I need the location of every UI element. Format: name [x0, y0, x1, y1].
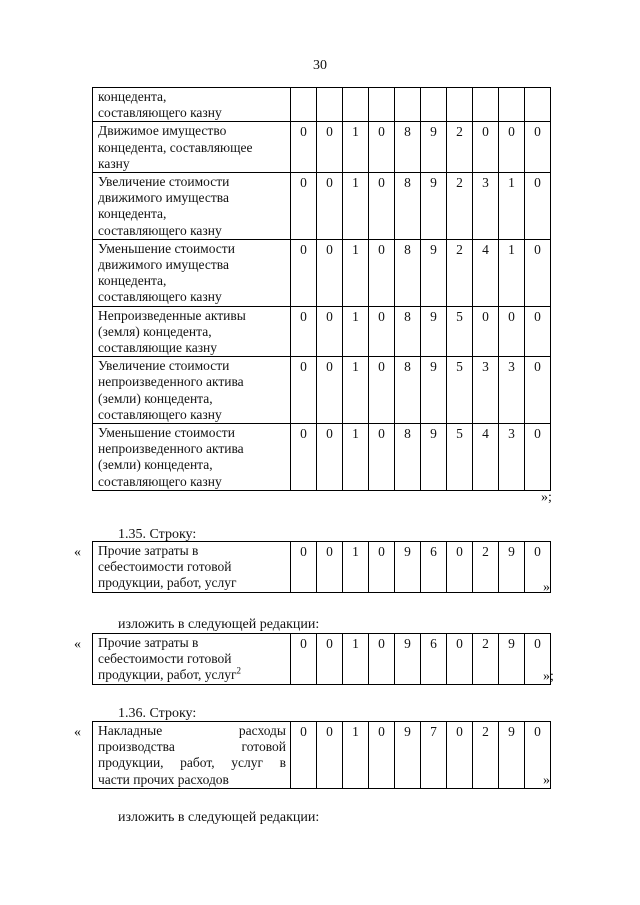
closing-quote: »; [543, 669, 554, 684]
label-line: Прочие затраты в [98, 635, 199, 650]
row-label [93, 424, 291, 491]
label-line: производства готовой [98, 739, 286, 755]
code-digit-cell: 0 [369, 122, 395, 173]
table-row [93, 722, 551, 789]
row-label [93, 357, 291, 424]
code-digit-cell: 0 [369, 634, 395, 685]
code-digit-cell: 9 [499, 722, 525, 789]
code-digit-cell: 0 [525, 357, 551, 424]
label-line: концедента, [98, 89, 167, 104]
row-label [93, 306, 291, 357]
label-line: Уменьшение стоимости [98, 425, 235, 441]
code-digit-cell: 3 [473, 173, 499, 240]
label-line: казну [98, 155, 130, 171]
code-digit-cell: 1 [499, 173, 525, 240]
row-label [93, 542, 291, 593]
code-digit-cell [525, 88, 551, 122]
code-digit-cell: 1 [499, 239, 525, 306]
code-digit-cell: 0 [291, 173, 317, 240]
table-row [93, 542, 551, 593]
opening-quote: « [74, 545, 81, 560]
code-digit-cell: 0 [369, 424, 395, 491]
code-digit-cell: 0 [525, 424, 551, 491]
code-digit-cell: 9 [421, 239, 447, 306]
label-line: составляющего казну [98, 222, 222, 238]
code-digit-cell: 9 [421, 357, 447, 424]
code-digit-cell: 9 [395, 634, 421, 685]
code-digit-cell [369, 88, 395, 122]
label-line: составляющие казну [98, 340, 217, 356]
table-row [93, 88, 551, 122]
code-digit-cell: 2 [447, 122, 473, 173]
code-digit-cell: 0 [369, 239, 395, 306]
label-line: концедента, [98, 273, 167, 289]
code-digit-cell: 8 [395, 306, 421, 357]
instruction-1-36: изложить в следующей редакции: [118, 810, 320, 825]
row-label [93, 173, 291, 240]
code-digit-cell: 0 [369, 357, 395, 424]
code-digit-cell: 2 [473, 722, 499, 789]
footnote-marker: 2 [236, 665, 242, 676]
label-line: Накладные расходы [98, 723, 286, 738]
code-digit-cell: 8 [395, 173, 421, 240]
label-line: концедента, составляющее [98, 139, 253, 155]
label-line: Прочие затраты в [98, 543, 199, 558]
code-digit-cell [291, 88, 317, 122]
code-digit-cell [421, 88, 447, 122]
code-digit-cell: 0 [317, 122, 343, 173]
code-digit-cell: 9 [395, 542, 421, 593]
code-digit-cell: 7 [421, 722, 447, 789]
closing-quote: » [543, 773, 550, 788]
code-digit-cell: 9 [499, 634, 525, 685]
label-line: Непроизведенные активы [98, 307, 246, 323]
code-digit-cell: 1 [343, 173, 369, 240]
code-digit-cell: 4 [473, 424, 499, 491]
label-line: составляющего казну [98, 289, 222, 305]
code-digit-cell: 1 [343, 357, 369, 424]
code-digit-cell: 0 [291, 122, 317, 173]
code-digit-cell: 0 [525, 306, 551, 357]
label-line: себестоимости готовой [98, 651, 232, 667]
label-line: концедента, [98, 206, 167, 222]
label-line: части прочих расходов [98, 771, 229, 787]
code-digit-cell: 3 [473, 357, 499, 424]
code-digit-cell: 0 [317, 357, 343, 424]
label-line: составляющего казну [98, 473, 222, 489]
code-digit-cell: 0 [317, 722, 343, 789]
code-digit-cell: 6 [421, 542, 447, 593]
code-digit-cell [395, 88, 421, 122]
code-digit-cell: 4 [473, 239, 499, 306]
code-digit-cell: 1 [343, 122, 369, 173]
code-digit-cell: 0 [473, 122, 499, 173]
code-digit-cell: 0 [291, 424, 317, 491]
label-line: (земля) концедента, [98, 323, 212, 339]
code-digit-cell: 0 [291, 634, 317, 685]
code-digit-cell [343, 88, 369, 122]
code-digit-cell: 0 [525, 542, 551, 593]
code-digit-cell: 0 [369, 542, 395, 593]
code-digit-cell: 3 [499, 424, 525, 491]
section-heading-1-36: 1.36. Строку: [118, 706, 197, 721]
label-line: составляющего казну [98, 105, 222, 121]
label-line: Уменьшение стоимости [98, 240, 235, 256]
opening-quote: « [74, 725, 81, 740]
code-digit-cell: 0 [317, 239, 343, 306]
code-digit-cell: 2 [447, 173, 473, 240]
code-digit-cell: 0 [291, 239, 317, 306]
label-line: непроизведенного актива [98, 374, 244, 390]
code-digit-cell [499, 88, 525, 122]
code-digit-cell: 0 [369, 306, 395, 357]
section-heading-1-35: 1.35. Строку: [118, 527, 197, 542]
code-digit-cell: 9 [421, 173, 447, 240]
code-digit-cell: 0 [317, 306, 343, 357]
code-digit-cell: 5 [447, 424, 473, 491]
code-digit-cell: 2 [473, 542, 499, 593]
code-digit-cell: 2 [473, 634, 499, 685]
row-label [93, 88, 291, 122]
code-digit-cell: 6 [421, 634, 447, 685]
code-digit-cell: 0 [473, 306, 499, 357]
label-line: составляющего казну [98, 406, 222, 422]
code-digit-cell: 0 [447, 722, 473, 789]
code-digit-cell: 8 [395, 357, 421, 424]
code-digit-cell: 0 [291, 722, 317, 789]
label-line: продукции, работ, услуг [98, 575, 237, 591]
code-digit-cell: 0 [525, 634, 551, 685]
code-digit-cell: 0 [317, 542, 343, 593]
code-table [92, 87, 551, 491]
closing-quote: » [543, 580, 550, 595]
code-digit-cell: 0 [525, 239, 551, 306]
opening-quote: « [74, 637, 81, 652]
label-line: движимого имущества [98, 257, 229, 273]
table-row [93, 122, 551, 173]
row-label [93, 634, 291, 685]
label-line: продукции, работ, услуг в [98, 755, 286, 771]
code-table-old-1-35 [92, 541, 551, 593]
row-label [93, 122, 291, 173]
code-digit-cell [317, 88, 343, 122]
code-digit-cell: 0 [369, 173, 395, 240]
page-number: 30 [313, 58, 327, 73]
code-digit-cell: 0 [317, 424, 343, 491]
row-label [93, 239, 291, 306]
code-digit-cell: 1 [343, 424, 369, 491]
code-digit-cell: 1 [343, 239, 369, 306]
table-row [93, 173, 551, 240]
code-digit-cell: 9 [395, 722, 421, 789]
code-digit-cell: 0 [499, 306, 525, 357]
label-line: непроизведенного актива [98, 441, 244, 457]
code-digit-cell: 0 [317, 173, 343, 240]
table-row [93, 424, 551, 491]
code-digit-cell: 1 [343, 722, 369, 789]
code-digit-cell: 0 [291, 357, 317, 424]
instruction-1-35: изложить в следующей редакции: [118, 617, 320, 632]
label-line: (земли) концедента, [98, 457, 213, 473]
label-line: Движимое имущество [98, 123, 227, 139]
code-digit-cell: 9 [421, 424, 447, 491]
table-row [93, 634, 551, 685]
code-digit-cell: 2 [447, 239, 473, 306]
code-digit-cell: 5 [447, 357, 473, 424]
code-digit-cell: 3 [499, 357, 525, 424]
label-line: Увеличение стоимости [98, 174, 230, 190]
code-digit-cell: 0 [447, 634, 473, 685]
row-label [93, 722, 291, 789]
code-table-new-1-35 [92, 633, 551, 685]
table-row [93, 357, 551, 424]
code-digit-cell [473, 88, 499, 122]
label-line: продукции, работ, услуг [98, 667, 237, 683]
code-digit-cell: 1 [343, 306, 369, 357]
label-line: движимого имущества [98, 190, 229, 206]
code-digit-cell: 9 [421, 306, 447, 357]
code-digit-cell: 5 [447, 306, 473, 357]
label-line: себестоимости готовой [98, 559, 232, 575]
table-row [93, 239, 551, 306]
code-digit-cell [447, 88, 473, 122]
code-digit-cell: 9 [499, 542, 525, 593]
code-digit-cell: 8 [395, 122, 421, 173]
code-digit-cell: 0 [317, 634, 343, 685]
code-digit-cell: 0 [499, 122, 525, 173]
code-digit-cell: 0 [369, 722, 395, 789]
code-digit-cell: 0 [525, 173, 551, 240]
code-digit-cell: 0 [525, 722, 551, 789]
code-digit-cell: 0 [525, 122, 551, 173]
label-line: Увеличение стоимости [98, 358, 230, 374]
code-digit-cell: 9 [421, 122, 447, 173]
code-digit-cell: 1 [343, 542, 369, 593]
table-row [93, 306, 551, 357]
label-line: (земли) концедента, [98, 390, 213, 406]
code-digit-cell: 0 [291, 542, 317, 593]
code-digit-cell: 0 [291, 306, 317, 357]
code-digit-cell: 8 [395, 424, 421, 491]
code-digit-cell: 0 [447, 542, 473, 593]
code-digit-cell: 8 [395, 239, 421, 306]
closing-quote: »; [541, 490, 552, 505]
code-table-old-1-36 [92, 721, 551, 789]
code-digit-cell: 1 [343, 634, 369, 685]
